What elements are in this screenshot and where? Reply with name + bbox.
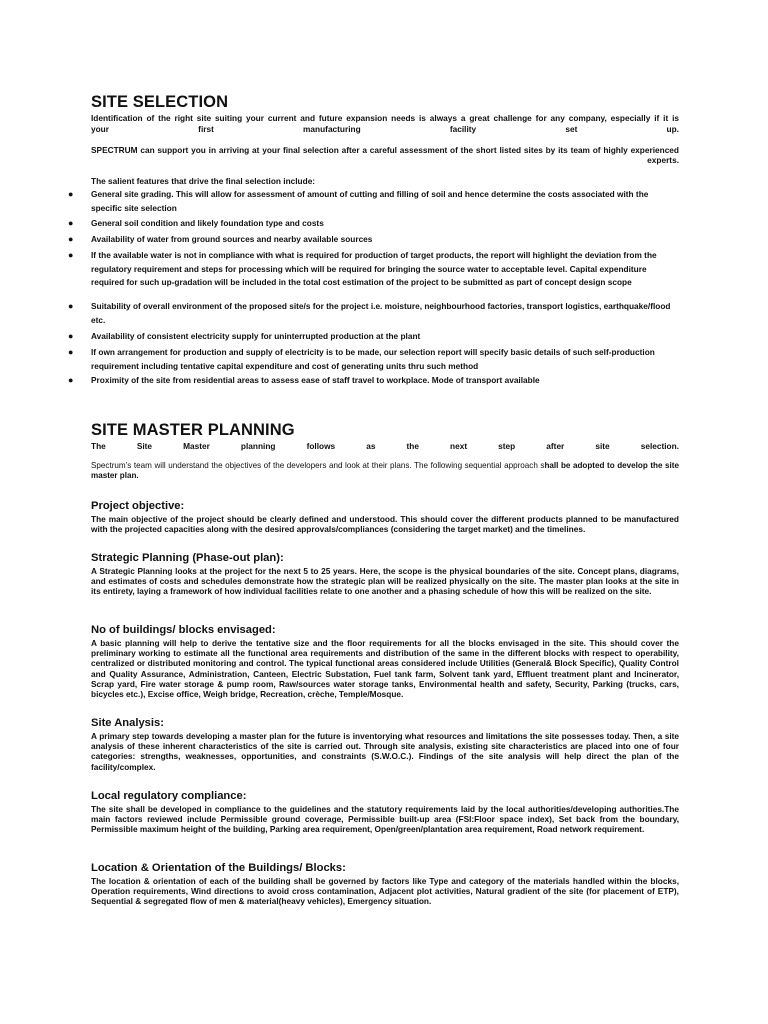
bullet-text: Proximity of the site from residential areas to assess ease of staff travel to workplace. Mode of transport available [91,375,540,385]
section-heading: Location & Orientation of the Buildings/ Blocks: [91,862,346,874]
bullet-item [68,330,679,344]
section-body: A Strategic Planning looks at the project for the next 5 to 25 years. Here, the scope is the physical boundaries of the site. Concept plans, diagrams, and estimates of costs and schedules demonstrate how the strategic plan will be realized physically on the site. The master plan looks at the site in its entirety, laying a framework of how individual facilities relate to one another and a phasing schedule of how this will be realized on the site. [91,566,679,597]
bullet-text: General site grading. This will allow for assessment of amount of cutting and filling of soil and hence determine the costs associated with the specific site selection [91,189,649,213]
section-heading: Site Analysis: [91,717,164,729]
site-master-planning-title: SITE MASTER PLANNING [91,421,295,439]
bullet-icon: ● [68,375,74,385]
bullet-item [68,300,679,327]
bullet-icon: ● [68,347,74,357]
team-paragraph-bold: hall be adopted to develop the site master plan. [91,461,679,481]
bullet-item [68,217,679,231]
bullet-text: If own arrangement for production and supply of electricity is to be made, our selection report will specify basic details of such self-production requirement including tentative capital expenditure and cost of generating units thru such method [91,347,655,371]
spectrum-paragraph: SPECTRUM can support you in arriving at your final selection after a careful assessment of the short listed sites by its team of highly experienced experts. [91,145,679,166]
bullet-text: Availability of water from ground sources and nearby available sources [91,234,373,244]
bullet-item [68,249,679,290]
bullet-text: Suitability of overall environment of the proposed site/s for the project i.e. moisture, neighbourhood factories, transport logistics, earthquake/flood etc. [91,301,671,325]
section-body: The site shall be developed in compliance to the guidelines and the statutory requirements laid by the local authorities/developing authorities.The main factors reviewed include Permissible ground coverage, Permissible built-up area (FSI:Floor space index), Set back from the boundary, Permissible maximum height of the building, Parking area requirement, Open/green/plantation area requirement, Road network requirement. [91,804,679,835]
salient-features-intro: The salient features that drive the final selection include: [91,176,316,186]
section-body: The main objective of the project should be clearly defined and understood. This should cover the different products planned to be manufactured with the projected capacities along with the desired approvals/compliances (considering the target market) and the timelines. [91,514,679,535]
bullet-text: If the available water is not in compliance with what is required for production of target products, the report will highlight the deviation from the regulatory requirement and steps for processing which will be required for bringing the source water to acceptable level. Capital expenditure required for such up-gradation will be included in the total cost estimation of the project to be submitted as part of concept design scope [91,250,657,287]
intro-line-2 [91,124,679,134]
bullet-text: General soil condition and likely foundation type and costs [91,218,324,228]
section-body: A primary step towards developing a master plan for the future is inventorying what resources and limitations the site possesses today. Then, a site analysis of these inherent characteristics of the site is carried out. Through site analysis, existing site characteristics are placed into one of four categories: strengths, weaknesses, opportunities, and constraints (S.W.O.C.). Findings of the site analysis will help direct the plan of the facility/complex. [91,731,679,772]
bullet-icon: ● [68,234,74,244]
bullet-icon: ● [68,331,74,341]
section-heading: No of buildings/ blocks envisaged: [91,624,276,636]
team-paragraph [91,461,679,481]
section-heading: Project objective: [91,500,185,512]
intro-line-1: Identification of the right site suiting your current and future expansion needs is always a great challenge for any company, especially if it is [91,113,679,123]
team-paragraph-normal: Spectrum’s team will understand the objectives of the developers and look at their plans. The following sequential approach s [91,461,545,470]
bullet-item [68,233,679,247]
intro-line-2-text: your first manufacturing facility set up. [91,124,679,134]
master-planning-line-1 [91,441,679,451]
bullet-item [68,374,679,388]
bullet-icon: ● [68,301,74,311]
section-body: A basic planning will help to derive the tentative size and the floor requirements for all the blocks envisaged in the site. This should cover the preliminary working to estimate all the functional area requirements and distribution of the same in the different blocks with respect to operability, centralized or distributed monitoring and control. The typical functional areas considered include Utilities (General& Block Specific), Quality Control and Quality Assurance, Administration, Canteen, Electric Substation, Fuel tank farm, Solvent tank yard, Effluent treatment plant and Incinerator, Scrap yard, Fire water storage & pump room, Raw/sources water storage tanks, Environmental health and safety, Security, Parking (trucks, cars, bicycles etc.), Excise office, Weigh bridge, Recreation, crèche, Temple/Mosque. [91,638,679,700]
bullet-text: Availability of consistent electricity supply for uninterrupted production at the plant [91,331,421,341]
bullet-icon: ● [68,218,74,228]
section-body: The location & orientation of each of the building shall be governed by factors like Type and category of the materials handled within the blocks, Operation requirements, Wind directions to avoid cross contamination, Adjacent plot activities, Natural gradient of the site (for placement of ETP), Sequential & segregated flow of men & material(heavy vehicles), Emergency situation. [91,876,679,907]
bullet-icon: ● [68,250,74,260]
site-selection-title: SITE SELECTION [91,93,229,111]
bullet-item [68,346,679,373]
section-heading: Strategic Planning (Phase-out plan): [91,552,284,564]
bullet-item [68,188,679,215]
master-planning-line-1-text: The Site Master planning follows as the next step after site selection. [91,441,679,451]
bullet-icon: ● [68,189,74,199]
section-heading: Local regulatory compliance: [91,790,247,802]
